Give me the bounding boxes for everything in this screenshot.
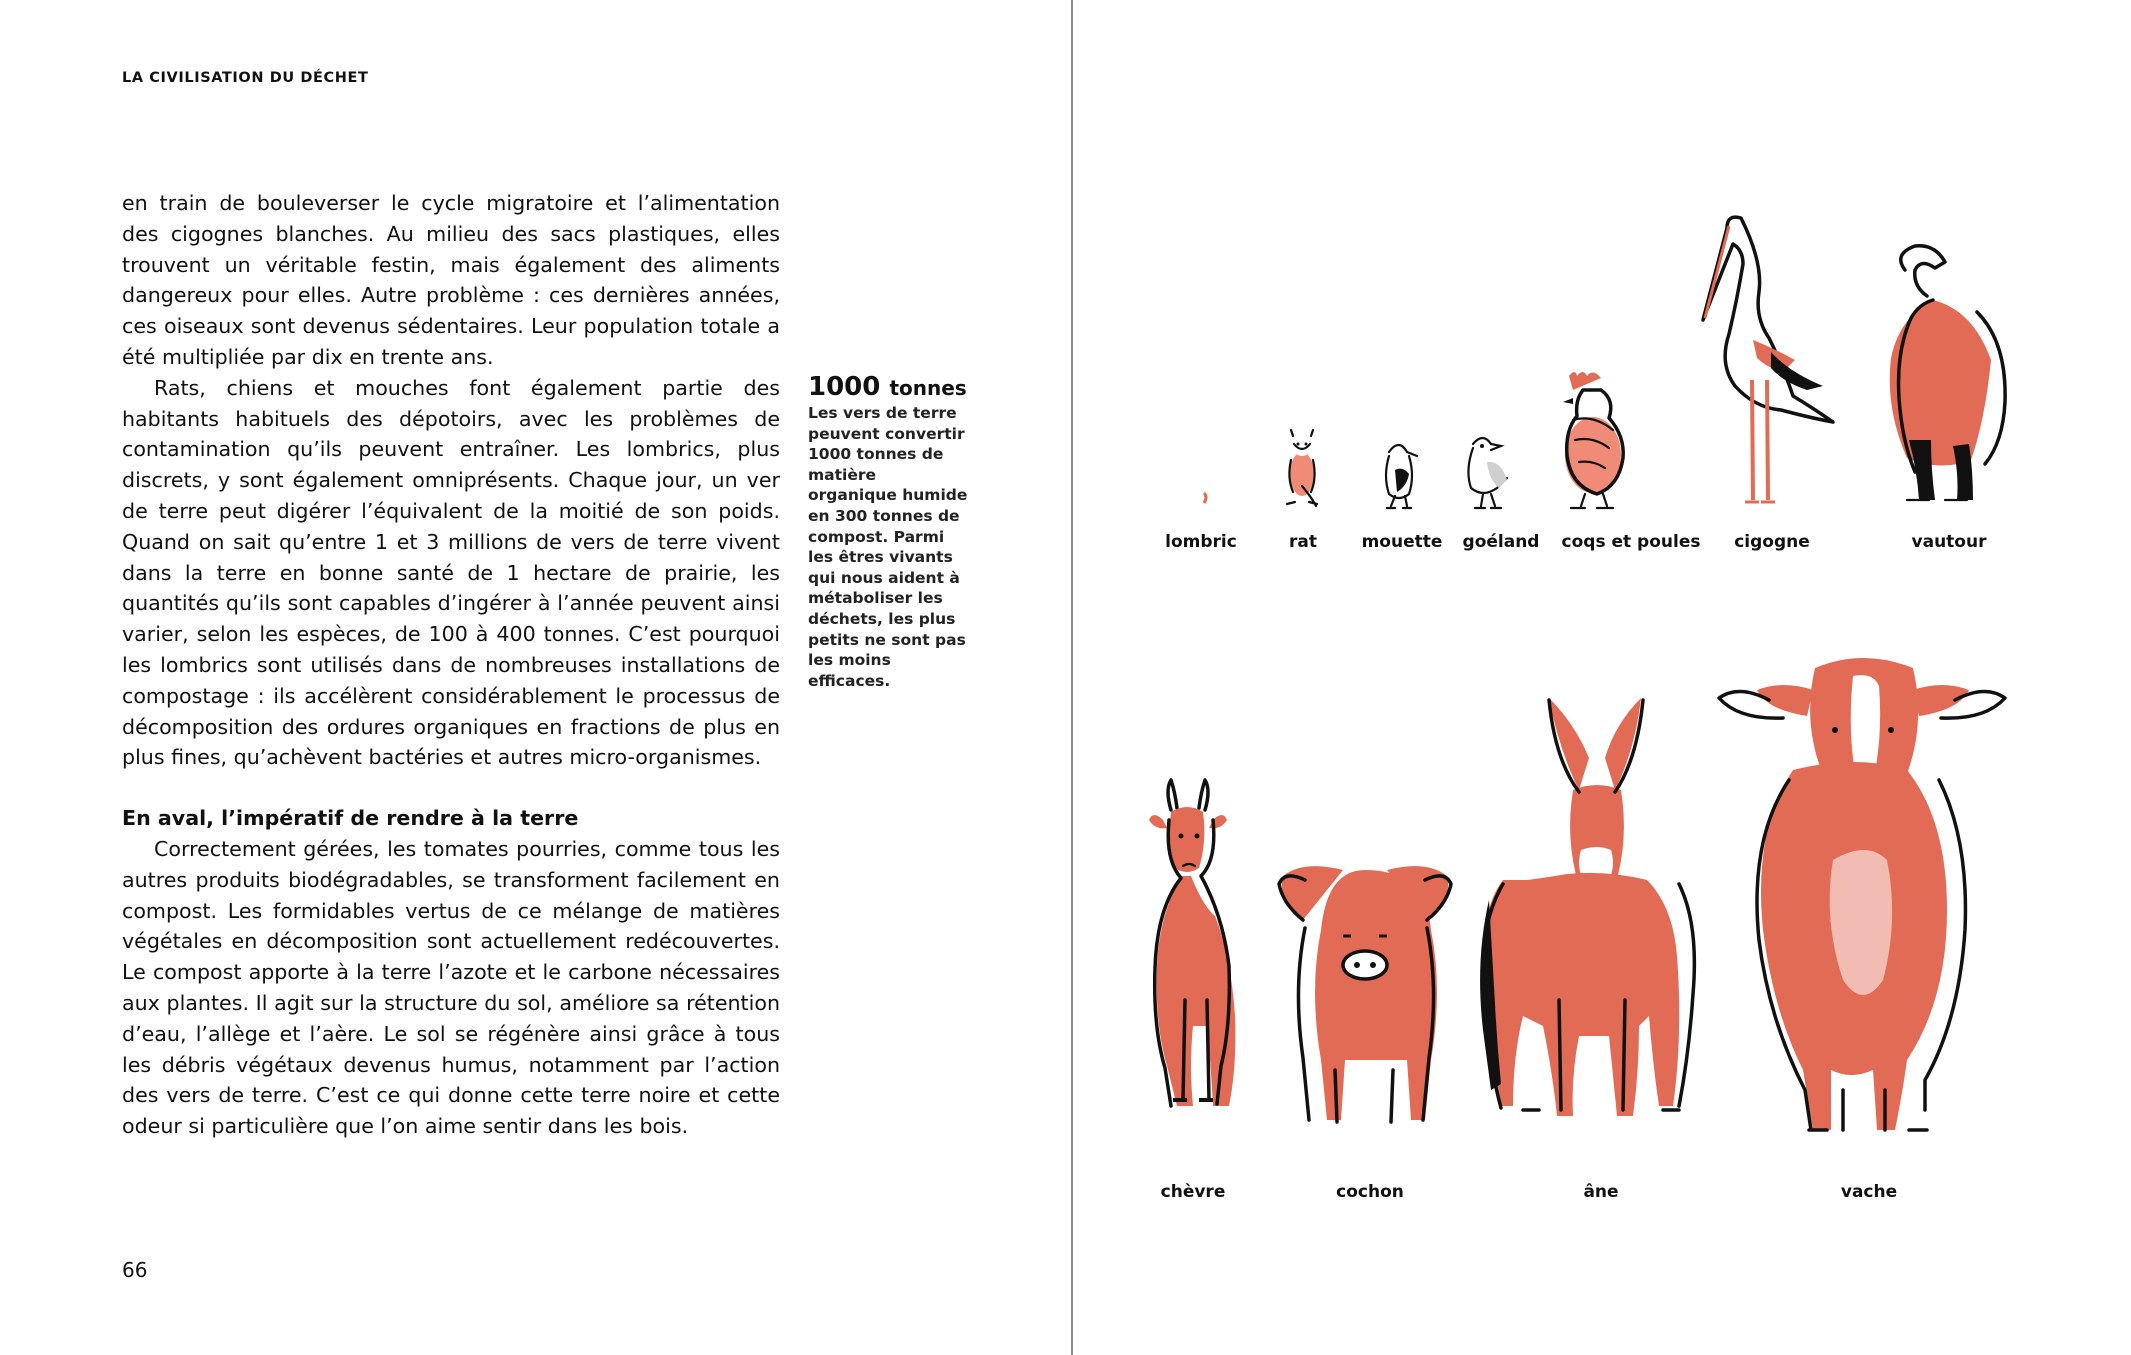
- animals-illustration: [1073, 0, 2131, 1355]
- cow-drawing: [1719, 658, 2005, 1130]
- body-text: [122, 188, 780, 1142]
- sidebar-text: Les vers de terre peuvent convertir 1000 tonnes de matière organique humide en 300 tonnes de compost. Parmi les êtres vivants qui nous aident à métaboliser les déchets, les plus petits ne sont pas les moins efficaces.: [808, 404, 968, 690]
- paragraph: Correctement gérées, les tomates pourries, comme tous les autres produits biodégradables, se transforment facilement en compost. Les formidables vertus de ce mélange de matières végétales en décomposition sont actuellement redécouvertes. Le compost apporte à la terre l’azote et le carbone nécessaires aux plantes. Il agit sur la structure du sol, améliore sa rétention d’eau, l’allège et l’aère. Le sol se régénère ainsi grâce à tous les débris végétaux devenus humus, notamment par l’action des vers de terre. C’est ce qui donne cette terre noire et cette odeur si particulière que l’on aime sentir dans les bois.: [122, 836, 780, 1139]
- label-goeland: goéland: [1462, 532, 1540, 552]
- label-vache: vache: [1840, 1182, 1898, 1202]
- goat-drawing: [1149, 780, 1235, 1106]
- label-rat: rat: [1289, 532, 1317, 552]
- label-coqs-et-poules: coqs et poules: [1561, 532, 1701, 552]
- label-chevre: chèvre: [1160, 1182, 1226, 1202]
- label-mouette: mouette: [1361, 532, 1443, 552]
- label-cigogne: cigogne: [1734, 532, 1810, 552]
- sidebar-number: 1000: [808, 372, 881, 402]
- label-vautour: vautour: [1911, 532, 1987, 552]
- rooster-drawing: [1563, 372, 1623, 508]
- label-ane: âne: [1583, 1182, 1619, 1202]
- page-number: 66: [122, 1258, 148, 1282]
- sidebar-note: [808, 372, 970, 691]
- donkey-drawing: [1480, 698, 1694, 1116]
- sidebar-title: [808, 372, 970, 403]
- section-heading: En aval, l’impératif de rendre à la terre: [122, 806, 579, 831]
- running-head: LA CIVILISATION DU DÉCHET: [122, 70, 369, 86]
- stork-drawing: [1703, 217, 1833, 502]
- gull-drawing: [1386, 445, 1417, 508]
- right-page: [1073, 0, 2131, 1355]
- earthworm-drawing: [1204, 493, 1206, 503]
- paragraph: Rats, chiens et mouches font également partie des habitants habituels des dépotoirs, avec les problèmes de contamination qu’ils peuvent entraîner. Les lombrics, plus discrets, y sont également omniprésents. Chaque jour, un ver de terre peut digérer l’équivalent de la moitié de son poids. Quand on sait qu’entre 1 et 3 millions de vers de terre vivent dans la terre en bonne santé de 1 hectare de prairie, les quantités qu’ils sont capables d’ingérer à l’année peuvent ainsi varier, selon les espèces, de 100 à 400 tonnes. C’est pourquoi les lombrics sont utilisés dans de nombreuses installations de compostage : ils accélèrent considérablement le processus de décomposition des ordures organiques en fractions de plus en plus fines, qu’achèvent bactéries et autres micro-organismes.: [122, 375, 780, 770]
- label-lombric: lombric: [1165, 532, 1237, 552]
- pig-drawing: [1279, 866, 1451, 1122]
- paragraph: en train de bouleverser le cycle migratoire et l’alimentation des cigognes blanches. Au milieu des sacs plastiques, elles trouvent un véritable festin, mais également des aliments dangereux pour elles. Autre problème : ces dernières années, ces oiseaux sont devenus sédentaires. Leur population totale a été multipliée par dix en trente ans.: [122, 191, 780, 369]
- seagull-drawing: [1468, 438, 1507, 508]
- sidebar-unit: tonnes: [889, 376, 967, 400]
- label-cochon: cochon: [1336, 1182, 1404, 1202]
- vulture-drawing: [1890, 246, 2005, 500]
- rat-drawing: [1287, 430, 1317, 506]
